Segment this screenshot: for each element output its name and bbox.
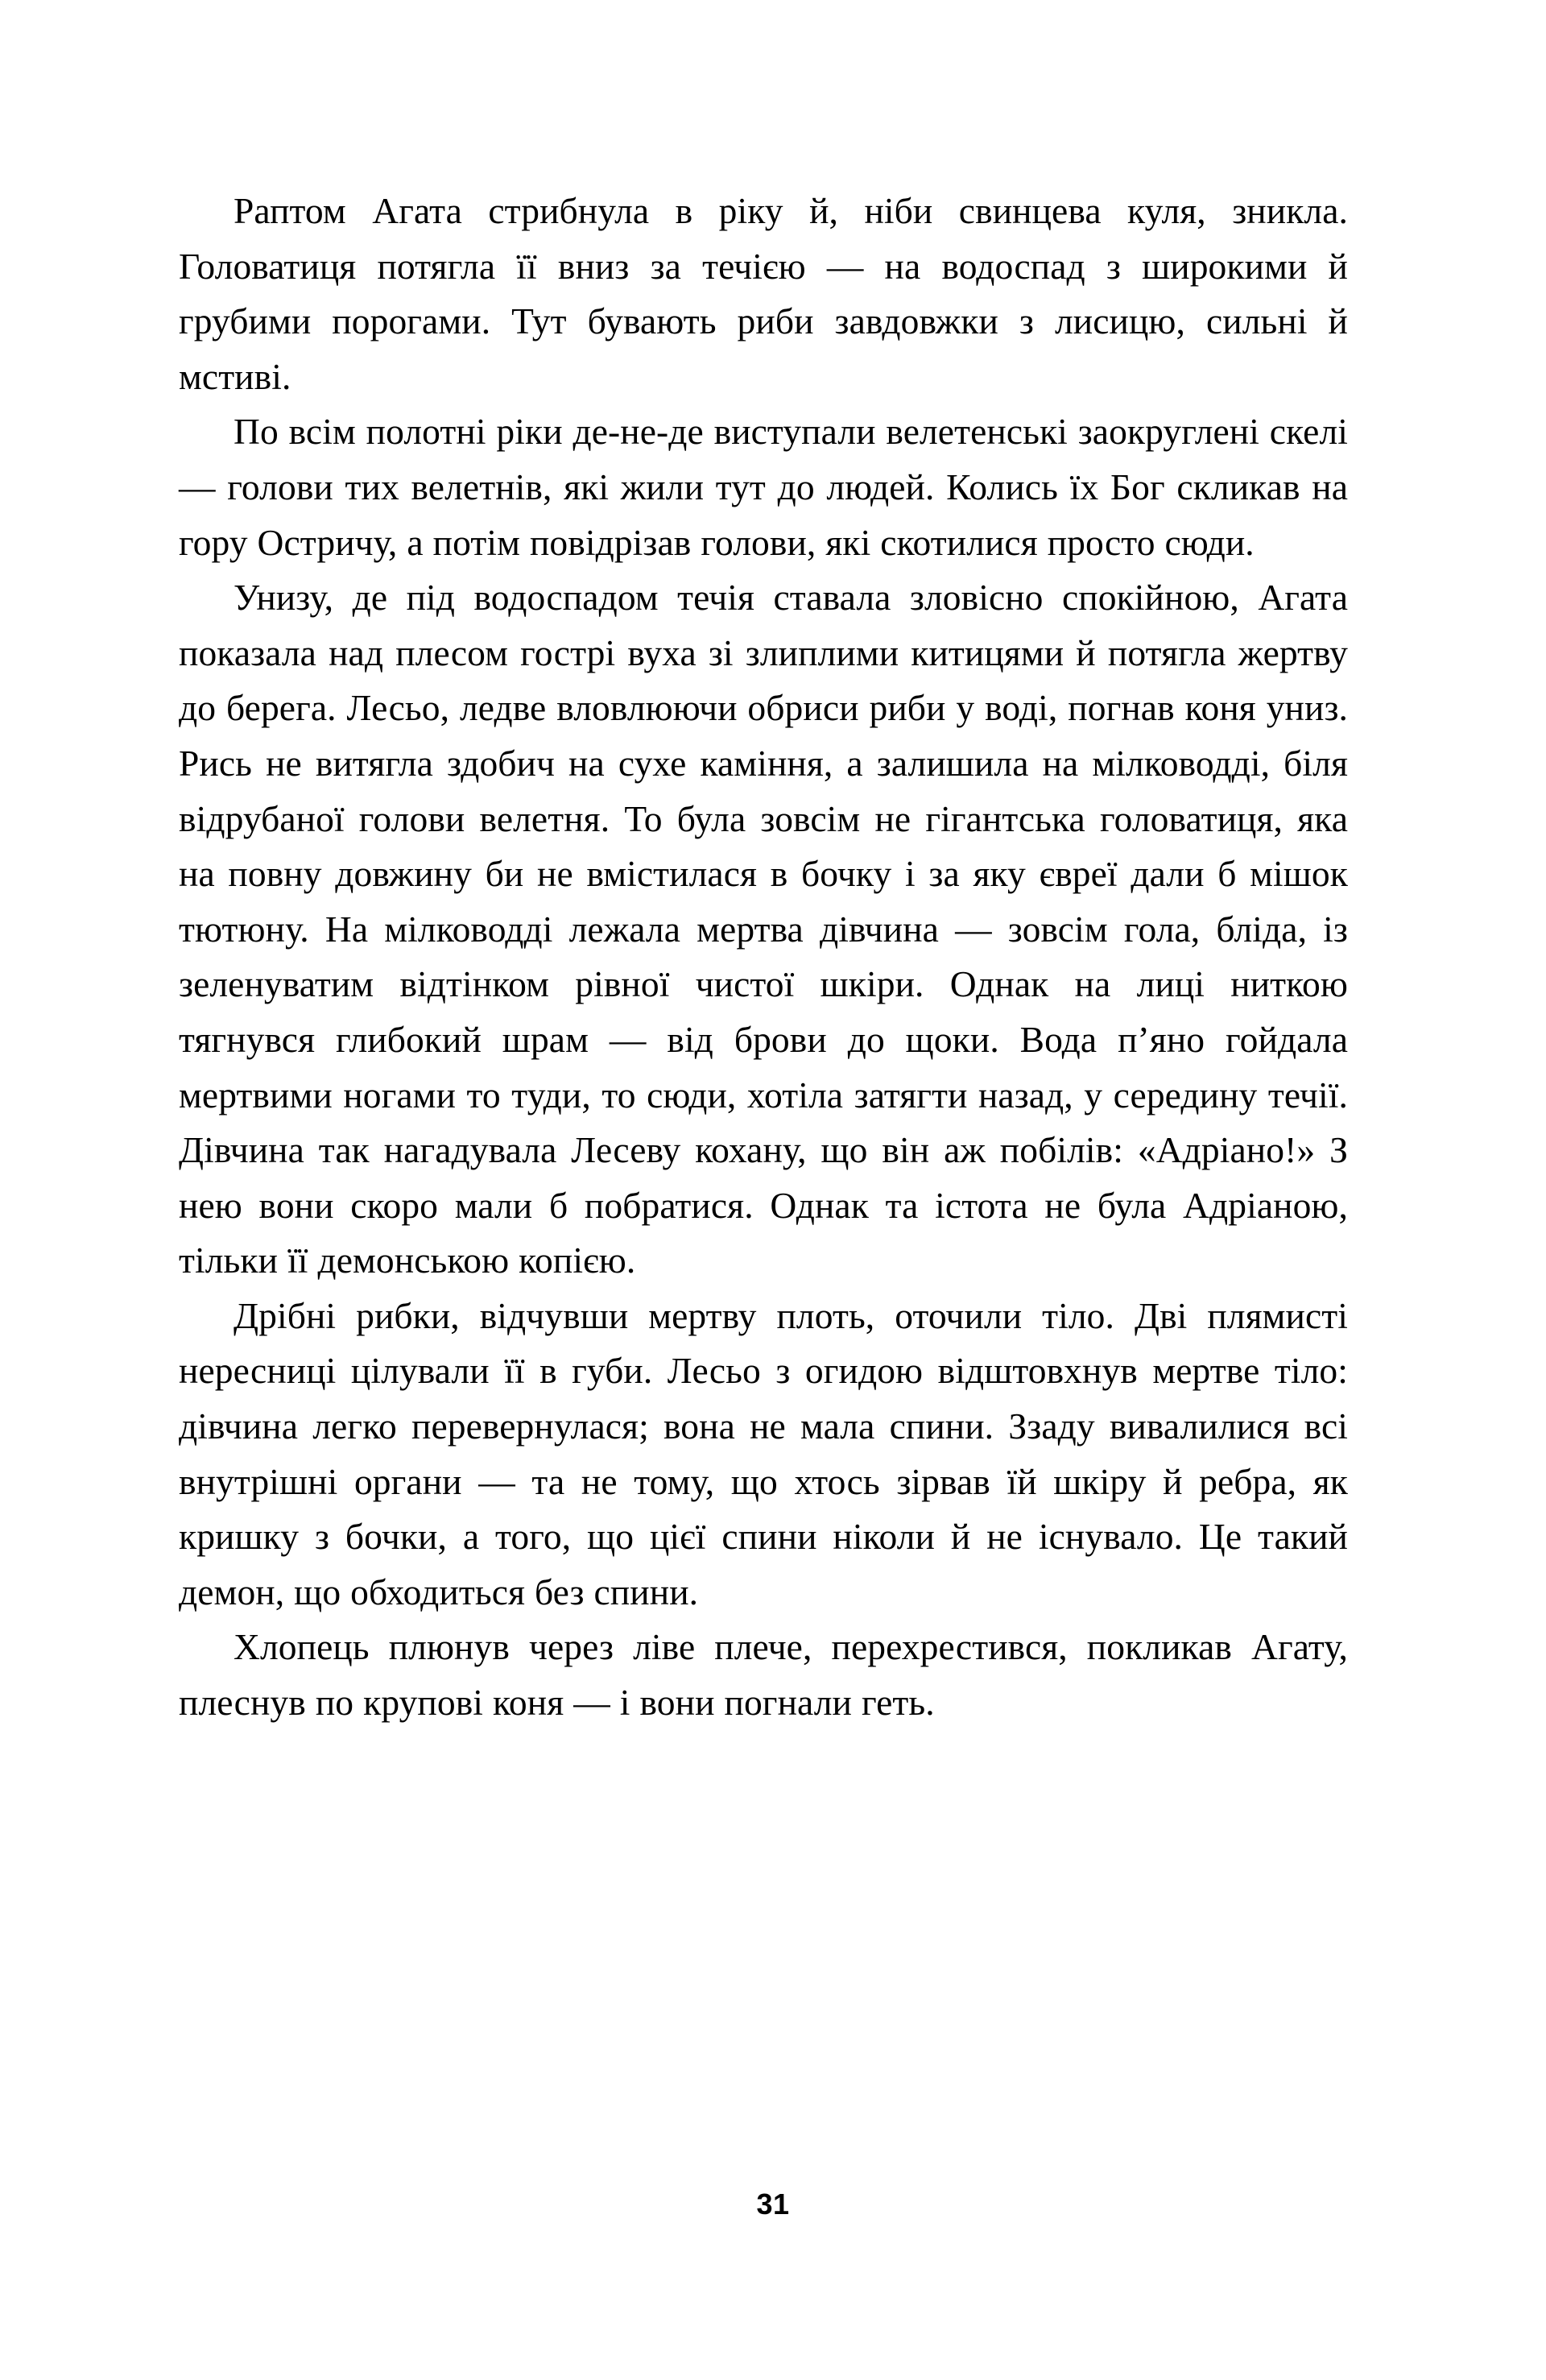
page-number: 31 (756, 2188, 790, 2221)
body-paragraph: Хлопець плюнув через ліве плече, перехрестився, покликав Агату, плеснув по крупові коня — і вони погнали геть. (179, 1626, 1348, 1724)
page-text-block (179, 184, 1348, 1731)
body-paragraph: Дрібні рибки, відчувши мертву плоть, оточили тіло. Дві плямисті нересниці цілували її в губи. Лесьо з огидою відштовхнув мертве тіло: дівчина легко перевернулася; вона не мала спини. Ззаду вивалилися всі внутрішні органи — та не тому, що хтось зірвав їй шкіру й ребра, як кришку з бочки, а того, що цієї спини ніколи й не існувало. Це такий демон, що обходиться без спини. (179, 1294, 1348, 1612)
body-paragraph: По всім полотні ріки де-не-де виступали велетенські заокруглені скелі — голови тих велетнів, які жили тут до людей. Колись їх Бог скликав на гору Остричу, а потім повідрізав голови, які скотилися просто сюди. (179, 411, 1348, 563)
body-paragraph: Раптом Агата стрибнула в ріку й, ніби свинцева куля, зникла. Головатиця потягла її вниз за течією — на водоспад з широкими й грубими порогами. Тут бувають риби завдовжки з лисицю, сильні й мстиві. (179, 190, 1348, 397)
body-paragraph: Унизу, де під водоспадом течія ставала зловісно спокійною, Агата показала над плесом гострі вуха зі злиплими китицями й потягла жертву до берега. Лесьо, ледве вловлюючи обриси риби у воді, погнав коня униз. Рись не витягла здобич на сухе каміння, а залишила на мілководді, біля відрубаної голови велетня. То була зовсім не гігантська головатиця, яка на повну довжину би не вмістилася в бочку і за яку євреї дали б мішок тютюну. На мілководді лежала мертва дівчина — зовсім гола, бліда, із зеленуватим відтінком рівної чистої шкіри. Однак на лиці ниткою тягнувся глибокий шрам — від брови до щоки. Вода п’яно гойдала мертвими ногами то туди, то сюди, хотіла затягти назад, у середину течії. Дівчина так нагадувала Лесеву кохану, що він аж побілів: «Адріано!» З нею вони скоро мали б побратися. Однак та істота не була Адріаною, тільки її демонською копією. (179, 577, 1348, 1281)
